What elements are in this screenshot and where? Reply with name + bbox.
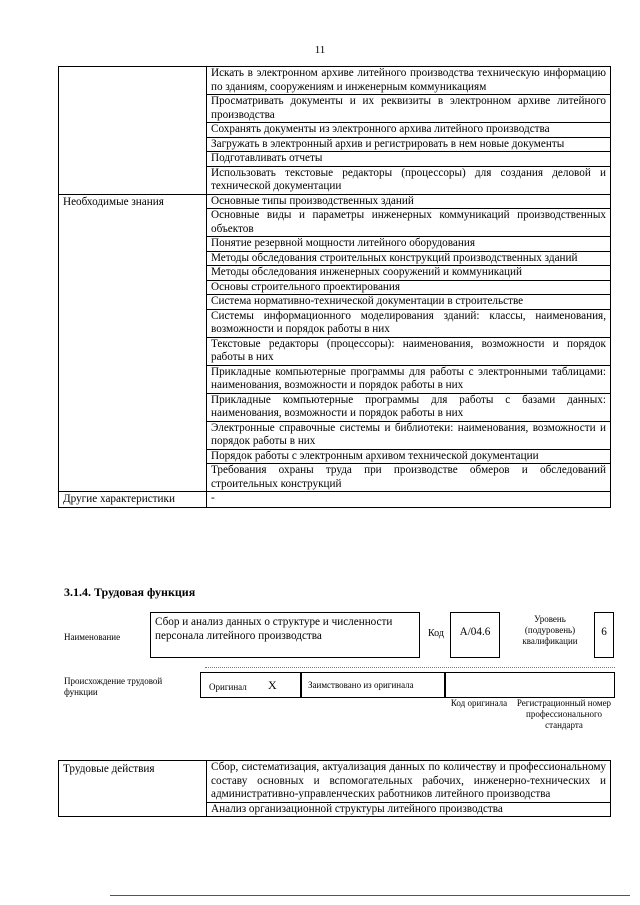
table-cell-item: Загружать в электронный архив и регистрировать в нем новые документы [207, 137, 611, 152]
table-cell-item: Порядок работы с электронным архивом технической документации [207, 449, 611, 464]
origin-code-label: Код оригинала [450, 698, 508, 708]
table-cell-item: Методы обследования строительных конструкций производственных зданий [207, 251, 611, 266]
table-cell-item: Просматривать документы и их реквизиты в электронном архиве литейного производства [207, 95, 611, 123]
other-label-cell: Другие характеристики [59, 492, 207, 508]
reg-number-box [514, 672, 615, 698]
table-cell-item: Требования охраны труда при производстве обмеров и обследований строительных конструкций [207, 464, 611, 492]
level-value: 6 [601, 626, 607, 638]
origin-top-rule [205, 667, 615, 668]
original-label: Оригинал [209, 682, 247, 692]
code-label: Код [428, 628, 444, 639]
page-number: 11 [314, 44, 326, 56]
table-cell-item: Основы строительного проектирования [207, 280, 611, 295]
table-cell-item: Системы информационного моделирования зданий: классы, наименования, возможности и порядок работы в них [207, 309, 611, 337]
origin-label: Происхождение трудовой функции [64, 676, 163, 697]
table-cell-item: Система нормативно-технической документации в строительстве [207, 295, 611, 310]
table-row [59, 761, 611, 803]
labor-actions-label-cell: Трудовые действия [59, 761, 207, 817]
table-row [59, 492, 611, 508]
section-title: 3.1.4. Трудовая функция [64, 585, 196, 599]
original-mark: X [268, 678, 277, 692]
table-row [59, 194, 611, 209]
bottom-rule [110, 895, 630, 896]
table-cell-item: Методы обследования инженерных сооружений и коммуникаций [207, 266, 611, 281]
table-cell-item: Использовать текстовые редакторы (процессоры) для создания деловой и технической документации [207, 166, 611, 194]
reg-number-label: Регистрационный номер профессионального стандарта [516, 698, 612, 730]
table-cell-item: Анализ организационной структуры литейного производства [207, 802, 611, 817]
requirements-table [58, 66, 611, 508]
table-cell-item: Понятие резервной мощности литейного оборудования [207, 237, 611, 252]
table-cell-item: Прикладные компьютерные программы для работы с базами данных: наименования, возможности и порядок работы в них [207, 393, 611, 421]
name-box [150, 612, 420, 658]
table-cell-item: Сбор, систематизация, актуализация данных по количеству и профессиональному составу основных и вспомогательных рабочих, инженерно-технических и административно-управленческих работников литейного производства [207, 761, 611, 803]
table-cell-item: Прикладные компьютерные программы для работы с электронными таблицами: наименования, возможности и порядок работы в них [207, 365, 611, 393]
name-label: Наименование [64, 632, 121, 642]
skills-label-cell [59, 67, 207, 195]
table-cell-item: Сохранять документы из электронного архива литейного производства [207, 123, 611, 138]
table-cell-item: Текстовые редакторы (процессоры): наименования, возможности и порядок работы в них [207, 337, 611, 365]
table-cell-item: Основные типы производственных зданий [207, 194, 611, 209]
knowledge-label-cell: Необходимые знания [59, 194, 207, 492]
table-row [59, 67, 611, 95]
level-label: Уровень (подуровень) квалификации [522, 614, 578, 646]
table-cell-item: Подготавливать отчеты [207, 152, 611, 167]
function-code: А/04.6 [459, 626, 491, 638]
function-name: Сбор и анализ данных о структуре и численности персонала литейного производства [155, 616, 393, 642]
table-cell-item: Электронные справочные системы и библиотеки: наименования, возможности и порядок работы в них [207, 421, 611, 449]
labor-actions-table [58, 760, 611, 817]
other-value: - [207, 492, 611, 508]
borrowed-label: Заимствовано из оригинала [308, 680, 414, 690]
table-cell-item: Основные виды и параметры инженерных коммуникаций производственных объектов [207, 209, 611, 237]
level-box [594, 612, 614, 658]
origin-code-box [444, 672, 515, 698]
table-cell-item: Искать в электронном архиве литейного производства техническую информацию по зданиям, сооружениям и инженерным коммуникациям [207, 67, 611, 95]
code-box [450, 612, 500, 658]
